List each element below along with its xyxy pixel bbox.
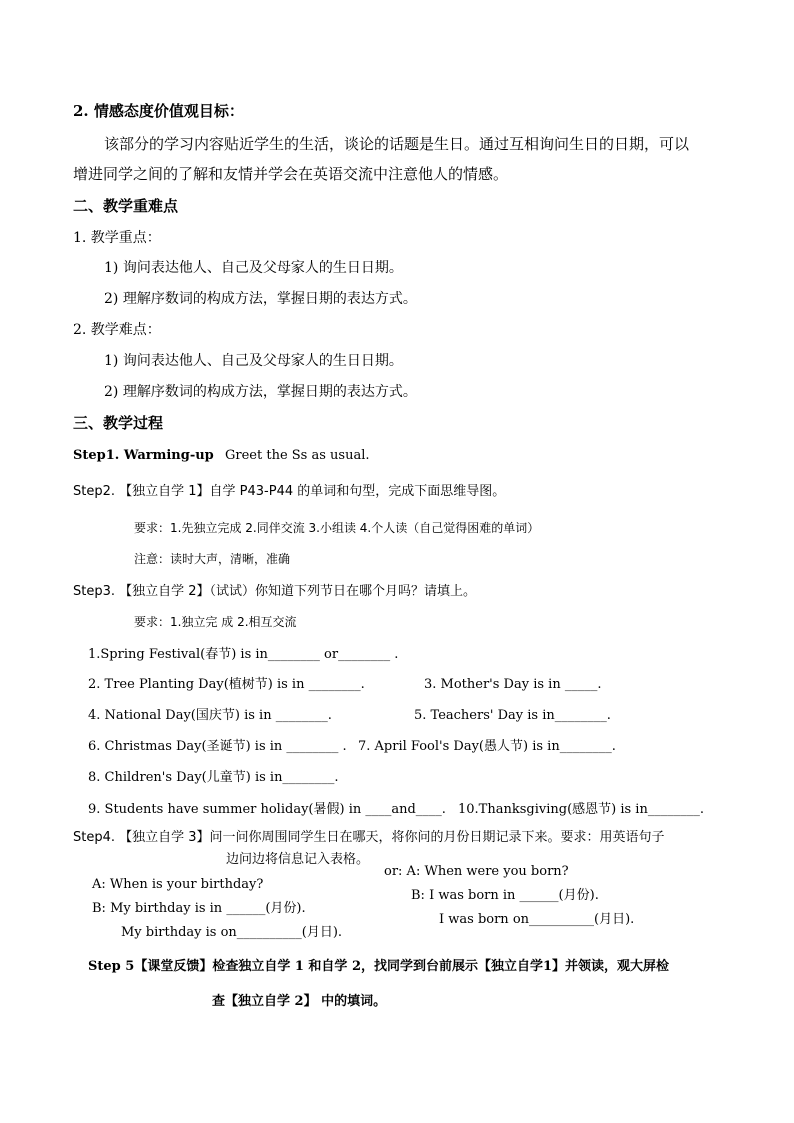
- dialog-a-question: A: When is your birthday?: [92, 877, 264, 892]
- question-6: 6. Christmas Day(圣诞节) is in ________ .: [88, 739, 347, 754]
- key-focus-item-1: 1) 询问表达他人、自己及父母家人的生日日期。: [104, 260, 403, 276]
- key-difficulty-item-1: 1) 询问表达他人、自己及父母家人的生日日期。: [104, 353, 403, 369]
- question-7: 7. April Fool's Day(愚人节) is in________.: [358, 739, 616, 754]
- step1-text: Greet the Ss as usual.: [225, 448, 370, 463]
- step5-line-2: 查【独立自学 2】 中的填词。: [212, 994, 387, 1009]
- step2-note: 注意：读时大声，清晰，准确: [134, 552, 291, 566]
- key-points-heading: 二、教学重难点: [73, 197, 179, 215]
- question-4: 4. National Day(国庆节) is in ________.: [88, 708, 332, 723]
- step4-line: Step4. 【独立自学 3】问一问你周围同学生日在哪天，将你问的月份日期记录下来。要求：用英语句子: [73, 830, 665, 845]
- question-2: 2. Tree Planting Day(植树节) is in ________.: [88, 677, 365, 692]
- process-heading: 三、教学过程: [73, 414, 164, 432]
- question-8: 8. Children's Day(儿童节) is in________.: [88, 770, 339, 785]
- step1-label: Step1. Warming-up: [73, 448, 214, 463]
- question-9: 9. Students have summer holiday(暑假) in ____and____.: [88, 802, 446, 817]
- dialog-alt-b-answer-1: B: I was born in ______(月份).: [411, 888, 599, 903]
- dialog-alt-b-answer-2: I was born on__________(月日).: [439, 912, 635, 927]
- question-5: 5. Teachers' Day is in________.: [414, 708, 611, 723]
- section-2-paragraph-line-2: 增进同学之间的了解和友情并学会在英语交流中注意他人的情感。: [73, 165, 509, 183]
- question-1: 1.Spring Festival(春节) is in________ or________ .: [88, 647, 399, 662]
- key-focus-item-2: 2) 理解序数词的构成方法，掌握日期的表达方式。: [104, 291, 417, 307]
- question-10: 10.Thanksgiving(感恩节) is in________.: [458, 802, 704, 817]
- step3-requirement: 要求：1.独立完 成 2.相互交流: [134, 615, 297, 629]
- section-2-heading: 2. 情感态度价值观目标：: [73, 102, 244, 120]
- dialog-alt-a-question: or: A: When were you born?: [384, 864, 569, 879]
- section-2-paragraph-line-1: 该部分的学习内容贴近学生的生活，谈论的话题是生日。通过互相询问生日的日期，可以: [104, 135, 690, 153]
- key-difficulty-label: 2. 教学难点：: [73, 322, 161, 338]
- dialog-b-answer-2: My birthday is on__________(月日).: [121, 925, 343, 940]
- step4-line-2: 边问边将信息记入表格。: [226, 852, 370, 867]
- question-3: 3. Mother's Day is in _____.: [424, 677, 602, 692]
- step5-line-1: Step 5【课堂反馈】检查独立自学 1 和自学 2，找同学到台前展示【独立自学1】并领读，观大屏检: [88, 959, 670, 974]
- step3-line: Step3. 【独立自学 2】（试试）你知道下列节日在哪个月吗？请填上。: [73, 584, 477, 599]
- step2-requirement: 要求：1.先独立完成 2.同伴交流 3.小组读 4.个人读（自己觉得困难的单词）: [134, 521, 540, 535]
- key-difficulty-item-2: 2) 理解序数词的构成方法，掌握日期的表达方式。: [104, 384, 417, 400]
- dialog-b-answer-1: B: My birthday is in ______(月份).: [92, 901, 306, 916]
- key-focus-label: 1. 教学重点：: [73, 230, 161, 246]
- step2-line: Step2. 【独立自学 1】自学 P43-P44 的单词和句型，完成下面思维导图。: [73, 484, 506, 499]
